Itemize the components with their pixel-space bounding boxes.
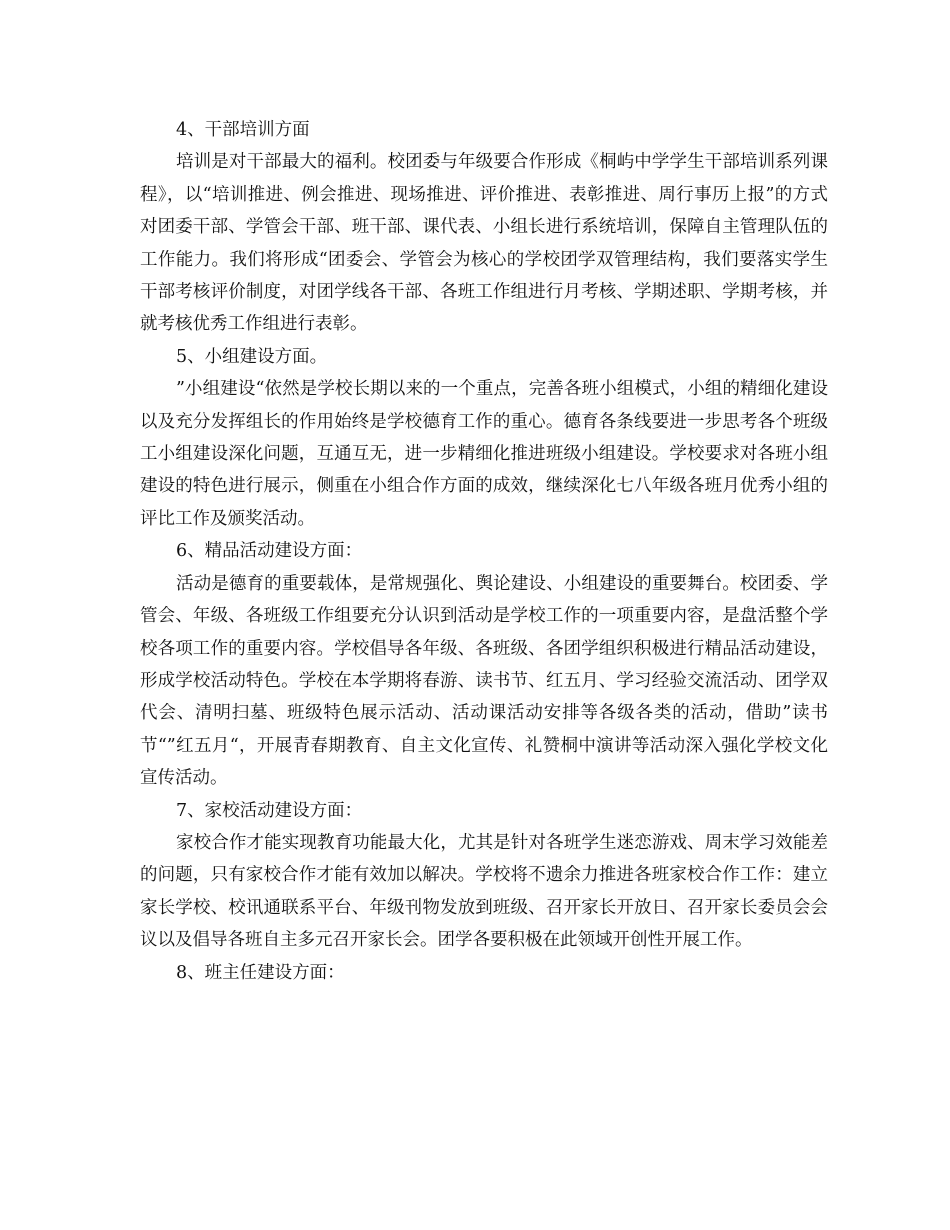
document-body	[140, 114, 828, 989]
heading-home-school: 7、家校活动建设方面：	[176, 800, 363, 821]
paragraph-home-school: 家校合作才能实现教育功能最大化，尤其是针对各班学生迷恋游戏、周末学习效能差的问题，只有家校合作才能有效加以解决。学校将不遗余力推进各班家校合作工作：建立家长学校、校讯通联系平台、年级刊物发放到班级、召开家长开放日、召开家长委员会会议以及倡导各班自主多元召开家长会。团学各要积极在此领域开创性开展工作。	[140, 832, 828, 951]
heading-head-teacher: 8、班主任建设方面：	[176, 962, 345, 983]
heading-group-building: 5、小组建设方面。	[176, 346, 328, 367]
heading-quality-activities: 6、精品活动建设方面：	[176, 541, 363, 562]
paragraph-group-building: ”小组建设“依然是学校长期以来的一个重点，完善各班小组模式，小组的精细化建设以及充分发挥组长的作用始终是学校德育工作的重心。德育各条线要进一步思考各个班级工小组建设深化问题，互通互无，进一步精细化推进班级小组建设。学校要求对各班小组建设的特色进行展示，侧重在小组合作方面的成效，继续深化七八年级各班月优秀小组的评比工作及颁奖活动。	[140, 379, 828, 529]
heading-cadre-training: 4、干部培训方面	[176, 120, 310, 140]
paragraph-quality-activities: 活动是德育的重要载体，是常规强化、舆论建设、小组建设的重要舞台。校团委、学管会、年级、各班级工作组要充分认识到活动是学校工作的一项重要内容，是盘活整个学校各项工作的重要内容。学校倡导各年级、各班级、各团学组织积极进行精品活动建设，形成学校活动特色。学校在本学期将春游、读书节、红五月、学习经验交流活动、团学双代会、清明扫墓、班级特色展示活动、活动课活动安排等各级各类的活动，借助”读书节“”红五月“，开展青春期教育、自主文化宣传、礼赞桐中演讲等活动深入强化学校文化宣传活动。	[140, 573, 828, 789]
paragraph-cadre-training: 培训是对干部最大的福利。校团委与年级要合作形成《桐屿中学学生干部培训系列课程》，以“培训推进、例会推进、现场推进、评价推进、表彰推进、周行事历上报”的方式对团委干部、学管会干部、班干部、课代表、小组长进行系统培训，保障自主管理队伍的工作能力。我们将形成“团委会、学管会为核心的学校团学双管理结构，我们要落实学生干部考核评价制度，对团学线各干部、各班工作组进行月考核、学期述职、学期考核，并就考核优秀工作组进行表彰。	[140, 152, 828, 335]
